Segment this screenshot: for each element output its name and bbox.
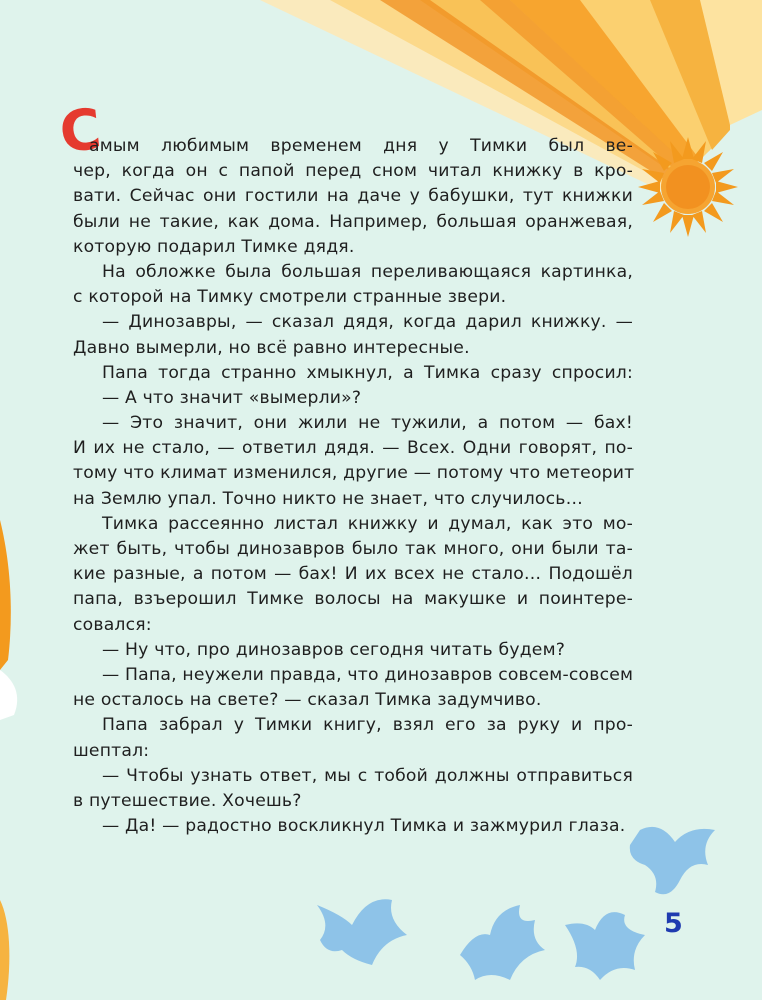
story-line: — А что значит «вымерли»? <box>102 387 362 408</box>
story-line: — Чтобы узнать ответ, мы с тобой должны отправиться <box>102 765 633 786</box>
sun-icon <box>630 135 750 245</box>
left-edge-decoration <box>0 520 30 1000</box>
dinosaur-footprint-icon <box>620 820 740 905</box>
story-line: шептал: <box>73 740 150 761</box>
story-line: в путешествие. Хочешь? <box>73 790 302 811</box>
story-line: вати. Сейчас они гостили на даче у бабушки, тут книжки <box>73 186 633 207</box>
story-line: на Землю упал. Точно никто не знает, что случилось… <box>73 488 583 509</box>
story-line: не осталось на свете? — сказал Тимка задумчиво. <box>73 690 542 711</box>
story-line: На обложке была большая переливающаяся картинка, <box>102 261 633 282</box>
story-line: жет быть, чтобы динозавров было так много, они были та- <box>73 539 633 559</box>
dinosaur-footprint-icon <box>312 895 422 980</box>
story-text <box>73 134 633 839</box>
story-line: И их не стало, — ответил дядя. — Всех. Одни говорят, по- <box>73 438 633 459</box>
story-line: с которой на Тимку смотрели странные звери. <box>73 287 507 308</box>
story-line: были не такие, как дома. Например, большая оранжевая, <box>73 211 633 232</box>
story-line: Тимка рассеянно листал книжку и думал, как это мо- <box>102 513 633 534</box>
story-line: чер, когда он с папой перед сном читал книжку в кро- <box>73 161 633 182</box>
story-line: — Ну что, про динозавров сегодня читать будем? <box>102 639 566 660</box>
story-line: которую подарил Тимке дядя. <box>73 236 355 257</box>
story-line: Папа тогда странно хмыкнул, а Тимка сразу спросил: <box>102 362 633 383</box>
story-line: совался: <box>73 614 152 635</box>
story-line: — Это значит, они жили не тужили, а потом — бах! <box>102 413 633 434</box>
dinosaur-footprint-icon <box>450 900 555 990</box>
story-line: папа, взъерошил Тимке волосы на макушке и поинтере- <box>73 589 633 610</box>
drop-cap: С <box>56 97 105 166</box>
story-line: кие разные, а потом — бах! И их всех не стало… Подошёл <box>73 564 633 585</box>
story-line: амым любимым временем дня у Тимки был ве- <box>89 136 633 156</box>
page-number: 5 <box>664 908 683 939</box>
story-line: — Да! — радостно воскликнул Тимка и зажмурил глаза. <box>102 816 626 837</box>
story-line: — Динозавры, — сказал дядя, когда дарил книжку. — <box>102 312 633 333</box>
story-line: — Папа, неужели правда, что динозавров совсем-совсем <box>102 664 634 685</box>
story-line: Папа забрал у Тимки книгу, взял его за руку и про- <box>102 715 633 736</box>
dinosaur-footprint-icon <box>560 905 655 985</box>
story-line: тому что климат изменился, другие — потому что метеорит <box>73 463 635 484</box>
story-line: Давно вымерли, но всё равно интересные. <box>73 337 470 358</box>
